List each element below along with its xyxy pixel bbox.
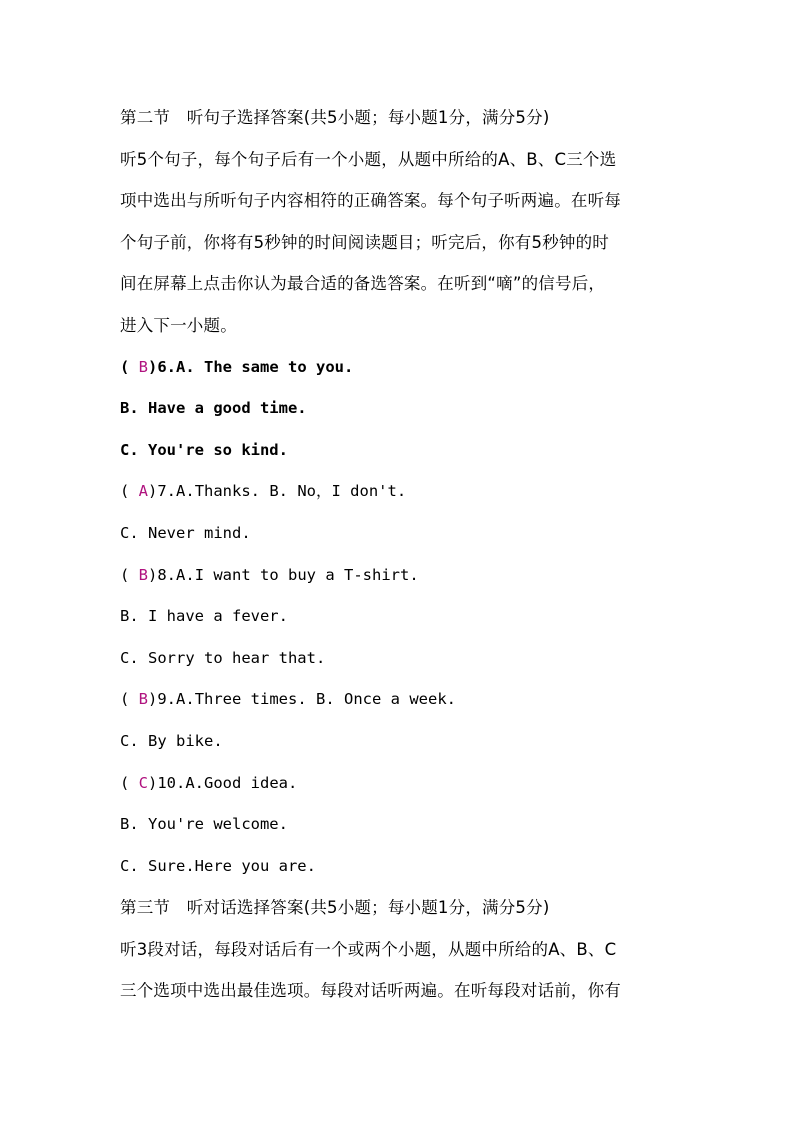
section2-title: 第二节 听句子选择答案(共5小题；每小题1分，满分5分) [120, 108, 550, 127]
question-7-option-a: Thanks. B. No，I don't. [194, 482, 407, 501]
question-8-option-b: B. I have a fever. [120, 607, 288, 626]
question-10-answer: C [138, 773, 149, 792]
question-10-option-c: C. Sure.Here you are. [120, 856, 316, 875]
question-10-line [120, 763, 680, 805]
question-8-line [120, 555, 680, 597]
question-10-option-b: B. You're welcome. [120, 815, 288, 834]
question-8-option-c: C. Sorry to hear that. [120, 648, 326, 667]
question-9-option-c: C. By bike. [120, 731, 223, 750]
question-10-option-a: Good idea. [204, 773, 298, 792]
section2-instruction-line-2: 项中选出与所听句子内容相符的正确答案。每个句子听两遍。在听每 [120, 191, 621, 211]
question-6-option-a: The same to you. [204, 357, 354, 376]
document-content [120, 97, 680, 1012]
question-10-number: )10.A. [148, 773, 205, 792]
question-7-option-c: C. Never mind. [120, 523, 251, 542]
question-9-line [120, 679, 680, 721]
section3-instruction-line-1: 听3段对话，每段对话后有一个或两个小题，从题中所给的A、B、C [120, 939, 617, 959]
question-6-option-c: C. You're so kind. [120, 440, 288, 459]
paren-open: ( [120, 565, 139, 584]
section2-instruction-line-1: 听5个句子，每个句子后有一个小题，从题中所给的A、B、C三个选 [120, 149, 617, 169]
paren-open: ( [120, 773, 139, 792]
question-9-option-a: Three times. B. Once a week. [194, 690, 456, 709]
question-8-number: )8.A. [148, 565, 195, 584]
paren-open: ( [120, 482, 139, 501]
paren-open: ( [120, 357, 139, 376]
question-6-line [120, 347, 680, 389]
section2-instruction-line-3: 个句子前，你将有5秒钟的时间阅读题目；听完后，你有5秒钟的时 [120, 232, 609, 252]
question-6-answer: B [138, 357, 149, 376]
question-7-line [120, 471, 680, 513]
question-7-answer: A [138, 482, 149, 501]
question-6-number: )6.A. [148, 357, 205, 376]
question-9-number: )9.A. [148, 690, 195, 709]
section2-instruction-line-4: 间在屏幕上点击你认为最合适的备选答案。在听到“嘀”的信号后， [120, 274, 606, 294]
question-8-option-a: I want to buy a T-shirt. [194, 565, 419, 584]
question-8-answer: B [138, 565, 149, 584]
section2-instruction-line-5: 进入下一小题。 [120, 315, 237, 335]
question-9-answer: B [138, 690, 149, 709]
paren-open: ( [120, 690, 139, 709]
question-6-option-b: B. Have a good time. [120, 399, 307, 418]
question-7-number: )7.A. [148, 482, 195, 501]
section3-title: 第三节 听对话选择答案(共5小题；每小题1分，满分5分) [120, 898, 550, 918]
section3-instruction-line-2: 三个选项中选出最佳选项。每段对话听两遍。在听每段对话前，你有 [120, 981, 621, 1001]
